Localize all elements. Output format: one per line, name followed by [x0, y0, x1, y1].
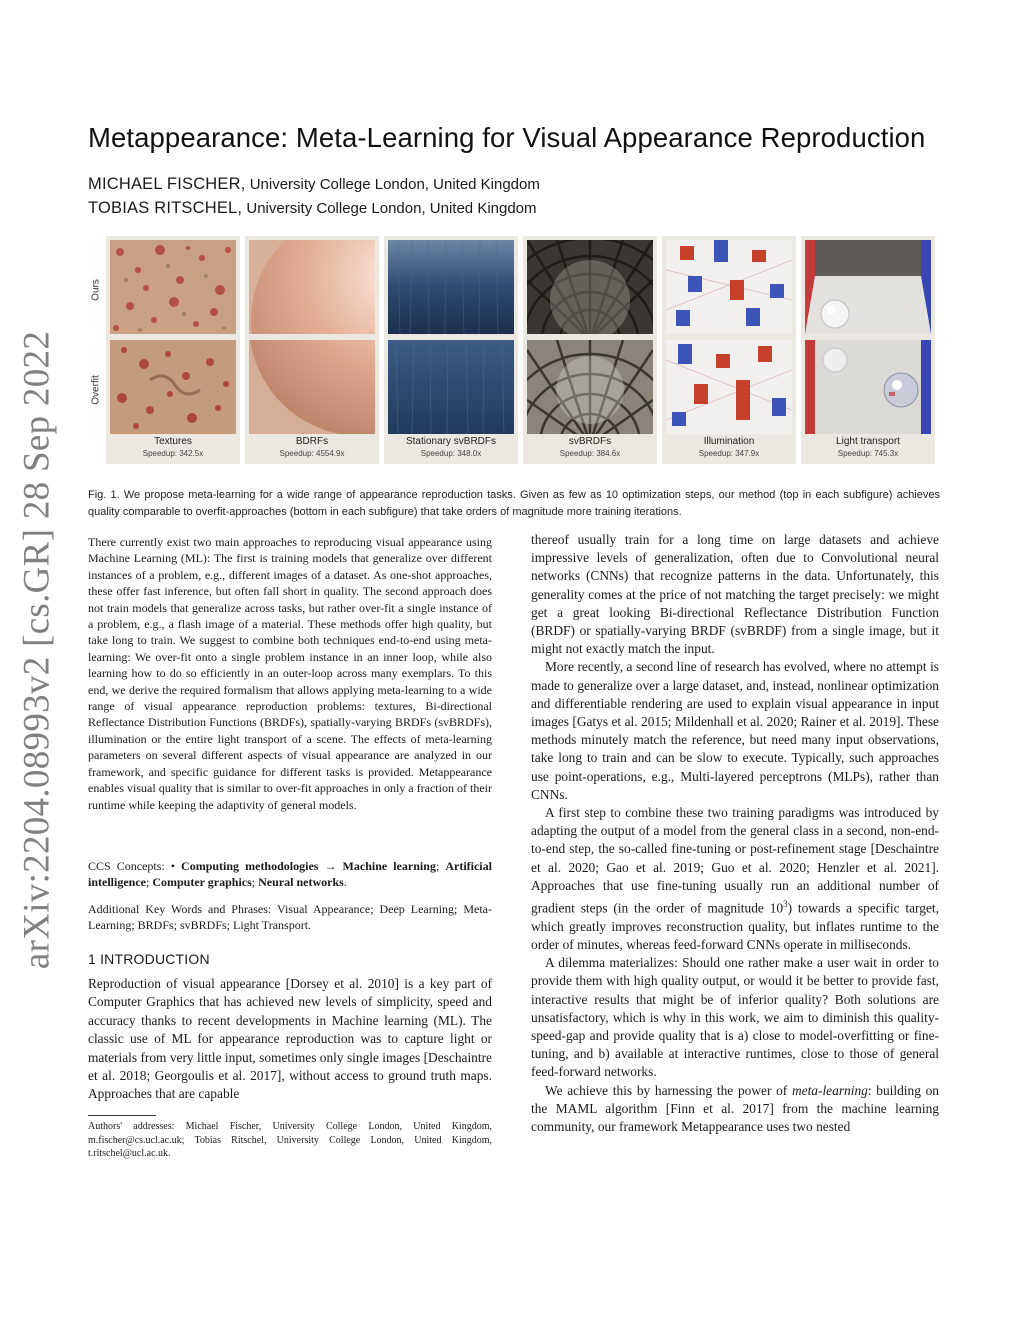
author-line [88, 175, 540, 194]
body-paragraph: We achieve this by harnessing the power of meta-learning: building on the MAML algorithm [Finn et al. 2017] from the machine learning community, our framework Metappearance uses two nested [531, 1082, 939, 1134]
teaser-figure [86, 236, 938, 464]
figure-panel-illumination [662, 236, 796, 464]
body-paragraph: thereof usually train for a long time on large datasets and achieve impressive levels of generalization, often due to Convolutional neural networks (CNNs) that recognize patterns in the data. Unfortunately, this generality comes at the price of not matching the target precisely: we might get a great looking Bi-directional Reflectance Distribution Function (BRDF) or spatially-varying BRDF (svBRDF) from a single image, but it might not exactly match the input. [531, 532, 939, 657]
stationary-overfit-image [388, 340, 514, 434]
bdrf-ours-image [249, 240, 375, 334]
texture-overfit-image [110, 340, 236, 434]
bdrf-overfit-image [249, 340, 375, 434]
body-paragraph: A first step to combine these two training paradigms was introduced by adapting the output of a model from the general class in a second, non-end-to-end step, the so-called fine-tuning or post-refinement stage [Deschaintre et al. 2020; Gao et al. 2019; Guo et al. 2020; Henzler et al. 2021]. Approaches that use fine-tuning usually run an additional number of gradient steps (in the order of magnitude $10^3$) towards a specific target, which greatly improves reconstruction quality, but inflates runtime to the order of minutes, whereas feed-forward CNNs operate in milliseconds. [531, 805, 939, 952]
figure-panel-light-transport [801, 236, 935, 464]
intro-paragraph: Reproduction of visual appearance [Dorsey et al. 2010] is a key part of Computer Graphics that has achieved new levels of simplicity, speed and accuracy thanks to recent developments in Machine learning (ML). The classic use of ML for appearance reproduction was to capture light or materials from very little input, sometimes only single images [Deschaintre et al. 2018; Georgoulis et al. 2017], without access to ground truth maps. Approaches that are capable [88, 976, 492, 1102]
section-heading: 1 INTRODUCTION [88, 951, 210, 967]
panel-caption [662, 436, 796, 460]
panel-caption [523, 436, 657, 460]
panel-title: Stationary svBRDFs [405, 436, 497, 447]
panel-speedup: Speedup: 4554.9x [279, 449, 345, 458]
author-name: TOBIAS RITSCHEL, [88, 199, 243, 217]
row-label-overfit: Overfit [90, 375, 102, 405]
panel-caption [801, 436, 935, 460]
panel-title: Illumination [703, 436, 755, 447]
author-line [88, 199, 537, 218]
illumination-ours-image [666, 240, 792, 334]
right-column [531, 531, 939, 1136]
panel-speedup: Speedup: 384.6x [559, 449, 621, 458]
author-affiliation: University College London, United Kingdom [246, 200, 537, 217]
keywords: Additional Key Words and Phrases: Visual Appearance; Deep Learning; Meta-Learning; BRDFs; svBRDFs; Light Transport. [88, 902, 492, 933]
footnote-rule [88, 1115, 156, 1116]
texture-ours-image [110, 240, 236, 334]
svbrdf-ours-image [527, 240, 653, 334]
light-transport-ours-image [805, 240, 931, 334]
light-transport-overfit-image [805, 340, 931, 434]
panel-speedup: Speedup: 342.5x [142, 449, 204, 458]
panel-title: Light transport [836, 436, 900, 447]
figure-panel-svbrdfs [523, 236, 657, 464]
figure-panel-textures [106, 236, 240, 464]
figure-caption: Fig. 1. We propose meta-learning for a wide range of appearance reproduction tasks. Given as few as 10 optimization steps, our method (top in each subfigure) achieves quality comparable to overfit-approaches (bottom in each subfigure) that take orders of magnitude more training iterations. [88, 489, 940, 518]
author-affiliation: University College London, United Kingdom [249, 176, 540, 193]
paper-title: Metappearance: Meta-Learning for Visual Appearance Reproduction [88, 122, 926, 153]
author-name: MICHAEL FISCHER, [88, 175, 246, 193]
ccs-concepts: CCS Concepts: • Computing methodologies → Machine learning; Artificial intelligence; Computer graphics; Neural networks. [88, 859, 492, 890]
panel-title: Textures [154, 436, 192, 447]
arxiv-identifier: arXiv:2204.08993v2 [cs.GR] 28 Sep 2022 [16, 330, 58, 970]
stationary-ours-image [388, 240, 514, 334]
body-paragraph: More recently, a second line of research has evolved, where no attempt is made to generalize over a large dataset, and, instead, nonlinear optimization and differentiable rendering are used to explain visual appearance in input images [Gatys et al. 2015; Mildenhall et al. 2020; Rainer et al. 2019]. These methods minutely match the reference, but need many input observations, take long to train and can be slow to execute. Typically, such approaches use point-operations, e.g., Multi-layered perceptrons (MLPs), rather than CNNs. [531, 659, 939, 802]
panel-title: BDRFs [295, 436, 329, 447]
panel-caption [106, 436, 240, 460]
illumination-overfit-image [666, 340, 792, 434]
row-label-ours: Ours [90, 279, 102, 301]
figure-panel-bdrfs [245, 236, 379, 464]
body-paragraph: A dilemma materializes: Should one rather make a user wait in order to provide them with high quality output, or would it be better to provide fast, interactive results that might be of inferior quality? Both solutions are unsatisfactory, which is why in this work, we aim to diminish this quality-speed-gap and provide quality that is a) close to model-overfitting or fine-tuning, and b) available at interactive runtimes, close to those of general feed-forward networks. [531, 955, 939, 1080]
abstract: There currently exist two main approaches to reproducing visual appearance using Machine Learning (ML): The first is training models that generalize over different instances of a problem, e.g., different images of a dataset. As one-shot approaches, these offer fast inference, but often fall short in quality. The second approach does not train models that generalize across tasks, but rather over-fit a single instance of a problem, e.g., a flash image of a material. These methods offer high quality, but take long to train. We suggest to combine both techniques end-to-end using meta-learning: We over-fit onto a single problem instance in an inner loop, while also learning how to do so efficiently in an outer-loop across many exemplars. To this end, we derive the required formalism that allows applying meta-learning to a wide range of visual appearance reproduction problems: textures, Bi-directional Reflectance Distribution Functions (BRDFs), spatially-varying BRDFs (svBRDFs), illumination or the entire light transport of a scene. The effects of meta-learning parameters on several different aspects of visual appearance are analyzed in our framework, and specific guidance for different tasks is provided. Metappearance enables visual quality that is similar to over-fit approaches in only a fraction of their runtime while keeping the adaptivity of general models. [88, 535, 492, 812]
panel-speedup: Speedup: 348.0x [420, 449, 482, 458]
svbrdf-overfit-image [527, 340, 653, 434]
panel-speedup: Speedup: 745.3x [837, 449, 899, 458]
panel-caption [384, 436, 518, 460]
panel-speedup: Speedup: 347.9x [698, 449, 760, 458]
panel-title: svBRDFs [568, 436, 612, 447]
footnote: Authors' addresses: Michael Fischer, University College London, United Kingdom, m.fischer@cs.ucl.ac.uk; Tobias Ritschel, University College London, United Kingdom, t.ritschel@ucl.ac.uk. [88, 1121, 492, 1160]
panel-caption [245, 436, 379, 460]
figure-panel-stationary-svbrdfs [384, 236, 518, 464]
